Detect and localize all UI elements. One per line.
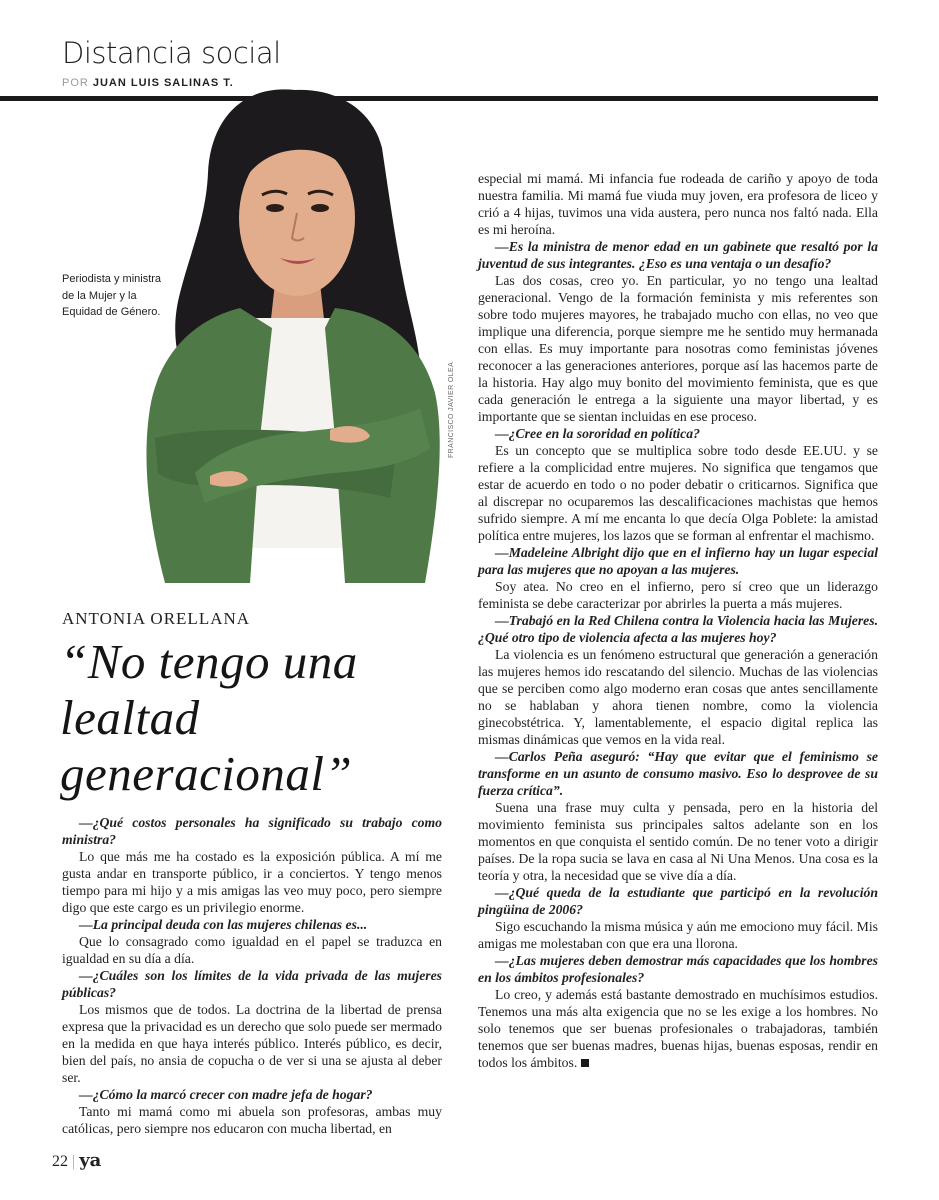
question-paragraph: —¿Qué costos personales ha significado su trabajo como ministra? xyxy=(62,815,442,847)
answer-paragraph: Tanto mi mamá como mi abuela son profesoras, ambas muy católicas, pero siempre nos educaron con mucha libertad, en xyxy=(62,1104,442,1136)
answer-paragraph: Los mismos que de todos. La doctrina de la libertad de prensa expresa que la privacidad es un derecho que solo puede ser mermado en la medida en que haya interés público. Interés público, es decir, bien del país, no ansia de copucha o de ver si una se ajusta al deber ser. xyxy=(62,1002,442,1085)
question-paragraph: —La principal deuda con las mujeres chilenas es... xyxy=(79,917,368,932)
interviewee-name: ANTONIA ORELLANA xyxy=(62,609,251,628)
section-title: Distancia social xyxy=(62,36,281,70)
headline: “No tengo una lealtad generacional” xyxy=(60,634,358,801)
page-number: 22 xyxy=(52,1153,68,1170)
page-footer xyxy=(52,1150,101,1171)
final-answer-text: Lo creo, y además está bastante demostrado en muchísimos estudios. Tenemos una más alta exigencia que no se les exige a los hombres. No solo tenemos que ser buenas profesionales o trabajadoras, también tenemos que ser buenas madres, buenas hijas, buenas esposas, rendir en todos los ámbitos. xyxy=(478,987,878,1070)
folio-separator: | xyxy=(72,1153,76,1170)
end-mark xyxy=(581,1059,589,1067)
answer-paragraph: Soy atea. No creo en el infierno, pero sí creo que un liderazgo feminista se debe caracterizar por abrirles la puerta a más mujeres. xyxy=(478,579,878,611)
byline-prefix: POR xyxy=(62,77,89,89)
question-paragraph: —¿Cree en la sororidad en política? xyxy=(495,426,700,441)
answer-paragraph: Suena una frase muy culta y pensada, pero en la historia del movimiento feminista sus principales saltos adelante son en los momentos en que conquista el sentido común. De no tener voto a dirigir países. De la ropa sucia se lava en casa al Ni Una Menos. Una cosa es la teoría y otra, la necesidad que se vive día a día. xyxy=(478,800,878,883)
left-column xyxy=(62,814,442,1137)
photo-caption: Periodista y ministra de la Mujer y la Equidad de Género. xyxy=(62,273,162,318)
question-paragraph: —¿Qué queda de la estudiante que participó en la revolución pingüina de 2006? xyxy=(478,885,878,917)
answer-paragraph: Las dos cosas, creo yo. En particular, yo no tengo una lealtad generacional. Vengo de la formación feminista y mis referentes son sobre todo mujeres mayores, he trabajado mucho con ellas, no veo que implique una diferencia, porque siempre me he sentido muy hermanada con ellas. Es muy importante para nosotras como feministas jóvenes reconocer a las generaciones anteriores, porque así las hacemos parte de la historia. Hay algo muy bonito del movimiento feminista, que es que cada generación le entrega a la siguiente una mayor libertad, y es importante que se sientan incluidas en ese proceso. xyxy=(478,273,878,424)
question-paragraph: —Trabajó en la Red Chilena contra la Violencia hacia las Mujeres. ¿Qué otro tipo de violencia afecta a las mujeres hoy? xyxy=(478,613,878,645)
question-paragraph: —Es la ministra de menor edad en un gabinete que resaltó por la juventud de sus integrantes. ¿Eso es una ventaja o un desafío? xyxy=(478,239,878,271)
portrait-illustration xyxy=(120,78,465,588)
answer-paragraph: Es un concepto que se multiplica sobre todo desde EE.UU. y se refiere a la complicidad entre mujeres. No significa que tengamos que estar de acuerdo en todo o no poder debatir o criticarnos. Significa que al discrepar no ocuparemos las descalificaciones machistas que hemos sufrido siempre. A mí me encanta lo que decía Olga Poblete: la amistad política entre mujeres, los lazos que se forman al enfrentar el machismo. xyxy=(478,443,878,543)
answer-paragraph: Sigo escuchando la misma música y aún me emociono muy fácil. Mis amigas me molestaban con que era una llorona. xyxy=(478,919,878,951)
question-paragraph: —Madeleine Albright dijo que en el infierno hay un lugar especial para las mujeres que no apoyan a las mujeres. xyxy=(478,545,878,577)
question-paragraph: —Carlos Peña aseguró: “Hay que evitar que el feminismo se transforme en un asunto de consumo masivo. Eso lo desprovee de su fuerza crítica”. xyxy=(478,749,878,798)
answer-paragraph: Que lo consagrado como igualdad en el papel se traduzca en igualdad en su día a día. xyxy=(62,934,442,966)
right-column xyxy=(478,170,878,1071)
answer-paragraph xyxy=(478,986,878,1071)
author-name: JUAN LUIS SALINAS T. xyxy=(92,77,234,89)
continued-paragraph: especial mi mamá. Mi infancia fue rodeada de cariño y apoyo de toda nuestra familia. Mi mamá fue viuda muy joven, era profesora de liceo y crió a 4 hijas, tuvimos una vida austera, pero nunca nos faltó nada. Ella es mi heroína. xyxy=(478,171,878,237)
right-eye xyxy=(311,204,329,212)
question-paragraph: —¿Las mujeres deben demostrar más capacidades que los hombres en los ámbitos profesionales? xyxy=(478,953,878,985)
answer-paragraph: La violencia es un fenómeno estructural que generación a generación las mujeres hemos ido rescatando del silencio. Muchas de las violencias que se perciben como algo moderno eran cosas que antes sencillamente no se hablaban y ahora tienen nombre, como la violencia ginecobstétrica. Y, lamentablemente, el espacio digital replica las mismas dinámicas que vemos en la vida real. xyxy=(478,647,878,747)
magazine-logo: ya xyxy=(79,1150,102,1171)
left-eye xyxy=(266,204,284,212)
question-paragraph: —¿Cómo la marcó crecer con madre jefa de hogar? xyxy=(79,1087,373,1102)
answer-paragraph: Lo que más me ha costado es la exposición pública. A mí me gusta andar en transporte público, ir a conciertos. Y tengo menos tiempo para mi hijo y a mis amigas las veo muy poco, pero siempre digo que este cargo es un privilegio enorme. xyxy=(62,849,442,915)
photo-credit: FRANCISCO JAVIER OLEA xyxy=(448,361,455,458)
question-paragraph: —¿Cuáles son los límites de la vida privada de las mujeres públicas? xyxy=(62,968,442,1000)
